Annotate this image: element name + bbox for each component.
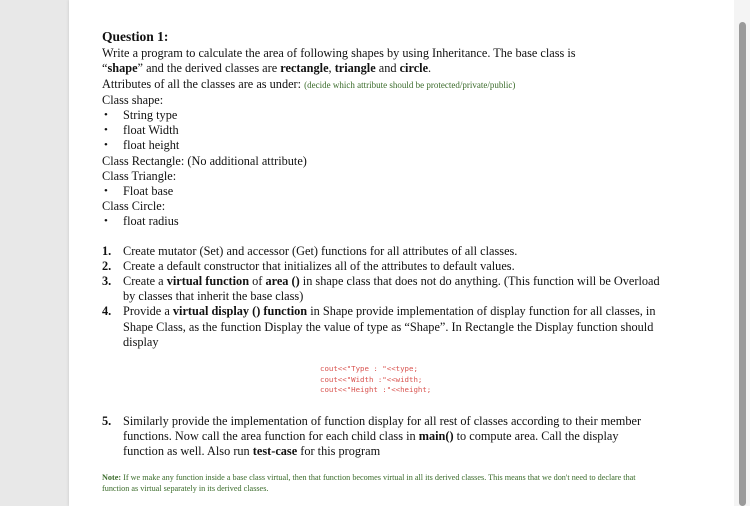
intro-comma: ,: [328, 61, 335, 76]
note-paragraph: [102, 473, 662, 494]
attribute-text: Float base: [123, 184, 174, 199]
class-circle-heading: Class Circle:: [102, 199, 166, 214]
intro-and: and: [375, 61, 400, 76]
task-text-bold: virtual display () function: [172, 304, 308, 319]
intro-paragraph: [102, 46, 662, 76]
task-text-part: to compute area. Call the display function as well. Also run: [123, 428, 619, 458]
derived-class-triangle: triangle: [334, 61, 376, 76]
document-page: [69, 0, 734, 506]
note-text: If we make any function inside a base class virtual, then that function becomes virtual in all its derived classes. This means that we don't need to declare that function as virtual separately in its derived classes.: [102, 473, 636, 493]
bullet-icon: •: [104, 215, 108, 228]
task-number: 2.: [102, 258, 112, 273]
code-snippet: [320, 364, 662, 396]
attribute-text: float height: [123, 138, 180, 153]
intro-line-1: Write a program to calculate the area of following shapes by using Inheritance. The base class is: [102, 46, 576, 61]
list-item: [102, 138, 662, 153]
code-line: cout<<"Height :"<<height;: [320, 385, 432, 395]
question-title: Question 1:: [102, 29, 169, 44]
task-item-4: [102, 304, 662, 350]
derived-class-rectangle: rectangle: [280, 61, 329, 76]
task-text-bold: virtual function: [166, 274, 250, 289]
class-shape-heading: Class shape:: [102, 92, 164, 107]
task-text-part: in shape class that does not do anything. (This function will be Overload by classes that inherit the base class): [123, 274, 660, 304]
bullet-icon: •: [104, 109, 108, 122]
shape-attribute-list: [102, 108, 662, 154]
class-rectangle-heading: Class Rectangle: (No additional attribute): [102, 153, 307, 168]
task-text-part: for this program: [297, 443, 381, 458]
task-text-bold: test-case: [252, 443, 298, 458]
list-item: [102, 123, 662, 138]
task-number: 3.: [102, 274, 112, 289]
note-label: Note:: [102, 473, 122, 483]
code-line: cout<<"Type : "<<type;: [320, 364, 418, 374]
attributes-line: [102, 77, 662, 93]
task-text: Create a default constructor that initializes all of the attributes to default values.: [123, 258, 515, 273]
class-triangle-heading: Class Triangle:: [102, 168, 177, 183]
bullet-icon: •: [104, 185, 108, 198]
task-text-part: Create a: [123, 274, 167, 289]
bullet-icon: •: [104, 124, 108, 137]
task-item-5: [102, 414, 662, 460]
task-text: [123, 274, 662, 304]
attributes-label: Attributes of all the classes are as under:: [102, 76, 305, 91]
intro-line-2: [102, 61, 662, 76]
attributes-note: (decide which attribute should be protected/private/public): [304, 79, 516, 90]
code-line: cout<<"Width :"<<width;: [320, 374, 423, 384]
vertical-scrollbar[interactable]: [734, 0, 750, 506]
task-number: 5.: [102, 413, 112, 428]
intro-text-a: ” and the derived classes are: [137, 61, 281, 76]
attribute-text: float radius: [123, 214, 179, 229]
task-text: Create mutator (Set) and accessor (Get) functions for all attributes of all classes.: [123, 243, 518, 258]
task-list: [102, 244, 662, 460]
task-text-part: Provide a: [123, 304, 173, 319]
task-text-bold: area (): [265, 274, 300, 289]
task-item-3: [102, 274, 662, 304]
task-item-1: [102, 244, 662, 259]
attribute-text: String type: [123, 108, 178, 123]
list-item: [102, 214, 662, 229]
task-text-part: Similarly provide the implementation of function display for all rest of classes according to their member functions. Now call the area function for each child class in: [123, 413, 642, 443]
task-text-bold: main(): [418, 428, 454, 443]
base-class-name: shape: [107, 61, 138, 76]
task-text-part: in Shape provide implementation of display function for all classes, in Shape Class, as the function Display the value of type as “Shape”. In Rectangle the Display function should display: [123, 304, 656, 349]
quote-open: “: [102, 61, 108, 76]
attribute-text: float Width: [123, 123, 179, 138]
task-text-part: of: [249, 274, 266, 289]
intro-period: .: [428, 61, 432, 76]
task-text: [123, 304, 662, 350]
derived-class-circle: circle: [399, 61, 429, 76]
scrollbar-thumb[interactable]: [739, 22, 746, 506]
task-text: [123, 414, 662, 460]
task-number: 1.: [102, 243, 112, 258]
question-content: [102, 29, 662, 494]
list-item: [102, 108, 662, 123]
task-number: 4.: [102, 304, 112, 319]
bullet-icon: •: [104, 139, 108, 152]
list-item: [102, 184, 662, 199]
task-item-2: [102, 259, 662, 274]
